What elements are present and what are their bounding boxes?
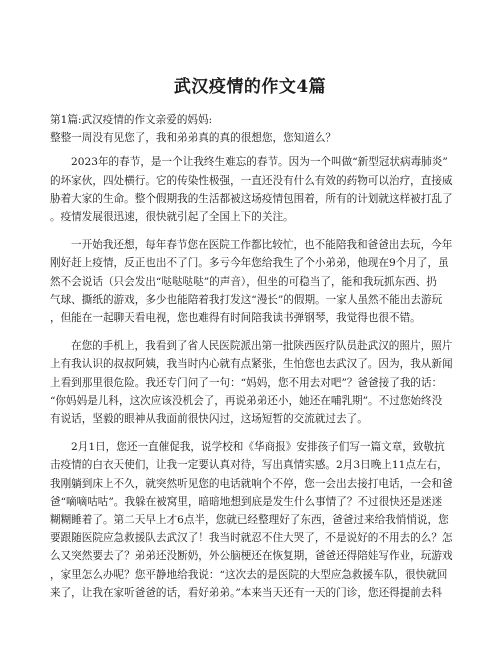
paragraph-line: 2023年的春节，是一个让我终生难忘的春节。因为一个叫做“新型冠状病毒肺炎” (71, 156, 448, 169)
paragraph-line: 胁着大家的生命。整个假期我的生活都被这场疫情包围着，所有的计划就这样被打乱了 (50, 192, 453, 205)
paragraph-line: 刚好赶上疫情，反正也出不了门。多亏今年您给我生了个小弟弟，他现在9个月了，虽 (50, 257, 449, 270)
document-body (50, 111, 464, 602)
section-heading: 第1篇:武汉疫情的作文亲爱的妈妈: (50, 114, 213, 126)
paragraph-line: 一开始我还想，每年春节您在医院工作都比较忙，也不能陪我和爸爸出去玩，今年 (71, 239, 453, 252)
spacer (50, 428, 464, 438)
paragraph-3 (50, 337, 464, 428)
paragraph-line: 我刚躺到床上不久，就突然听见您的电话就响个不停，您一会出去接打电话，一会和爸 (50, 477, 453, 490)
paragraph-line: 气球、撕纸的游戏，多少也能陪着我打发这“漫长”的假期。一家人虽然不能出去游玩 (50, 293, 443, 306)
paragraph-line: 上看到那里很危险。我还专门问了一句：“妈妈，您不用去对吧”？爸爸接了我的话： (50, 376, 443, 389)
spacer (50, 226, 464, 236)
paragraph-line: 爸“嘀嘀咕咕”。我躲在被窝里，暗暗地想到底是发生什么事情了？不过很快还是迷迷 (50, 495, 443, 508)
spacer (50, 327, 464, 337)
paragraph-1 (50, 153, 464, 226)
paragraph-line: 的坏家伙，四处横行。它的传染性极强，一直还没有什么有效的药物可以治疗，直接威 (50, 174, 453, 187)
paragraph-line: 有说话，坚毅的眼神从我面前很快闪过，这场短暂的交流就过去了。 (50, 413, 368, 426)
greeting-line: 整整一周没有见您了，我和弟弟真的真的很想您，您知道么？ (50, 132, 337, 145)
paragraph-2 (50, 236, 464, 327)
paragraph-line: 在您的手机上，我看到了省人民医院派出第一批陕西医疗队员赴武汉的照片，照片 (71, 340, 453, 353)
paragraph-line: 要跟随医院应急救援队去武汉了！我当时就忍不住大哭了，不是说好的不用去的么？怎 (50, 532, 453, 545)
paragraph-line: 么又突然要去了？弟弟还没断奶，外公脑梗还在恢复期，爸爸还得陪娃写作业，玩游戏 (50, 550, 453, 563)
paragraph-line: 糊糊睡着了。第二天早上才6点半，您就已经整理好了东西，爸爸过来给我悄悄说，您 (50, 514, 449, 527)
paragraph-line: 击疫情的白衣天使们，让我一定要认真对待，写出真情实感。2月3日晚上11点左右， (50, 459, 448, 472)
paragraph-line: 来了，让我在家听爸爸的话，看好弟弟。”本来当天还有一天的门诊，您还得提前去科 (50, 586, 443, 599)
paragraph-line: ，但能在一起聊天看电视，您也难得有时间陪我读书弹钢琴，我觉得也很不错。 (50, 312, 421, 325)
paragraph-line: 2月1日，您还一直催促我，说学校和《华商报》安排孩子们写一篇文章，致敬抗 (71, 441, 445, 454)
paragraph-line: 。疫情发展很迅速，很快就引起了全国上下的关注。 (50, 211, 294, 224)
paragraph-4 (50, 438, 464, 602)
paragraph-line: 然不会说话（只会发出“哒哒哒哒”的声音），但坐的可稳当了，能和我玩抓东西、扔 (50, 275, 437, 288)
paragraph-line: “你妈妈是儿科，这次应该没机会了，再说弟弟还小，她还在哺乳期”。不过您始终没 (50, 394, 443, 407)
paragraph-line: ，家里怎么办呢？您平静地给我说：“这次去的是医院的大型应急救援车队，很快就回 (50, 568, 448, 581)
paragraph-line: 上有我认识的叔叔阿姨，我当时内心就有点紧张，生怕您也去武汉了。因为，我从新闻 (50, 358, 453, 371)
document-title: 武汉疫情的作文4篇 (173, 77, 327, 97)
